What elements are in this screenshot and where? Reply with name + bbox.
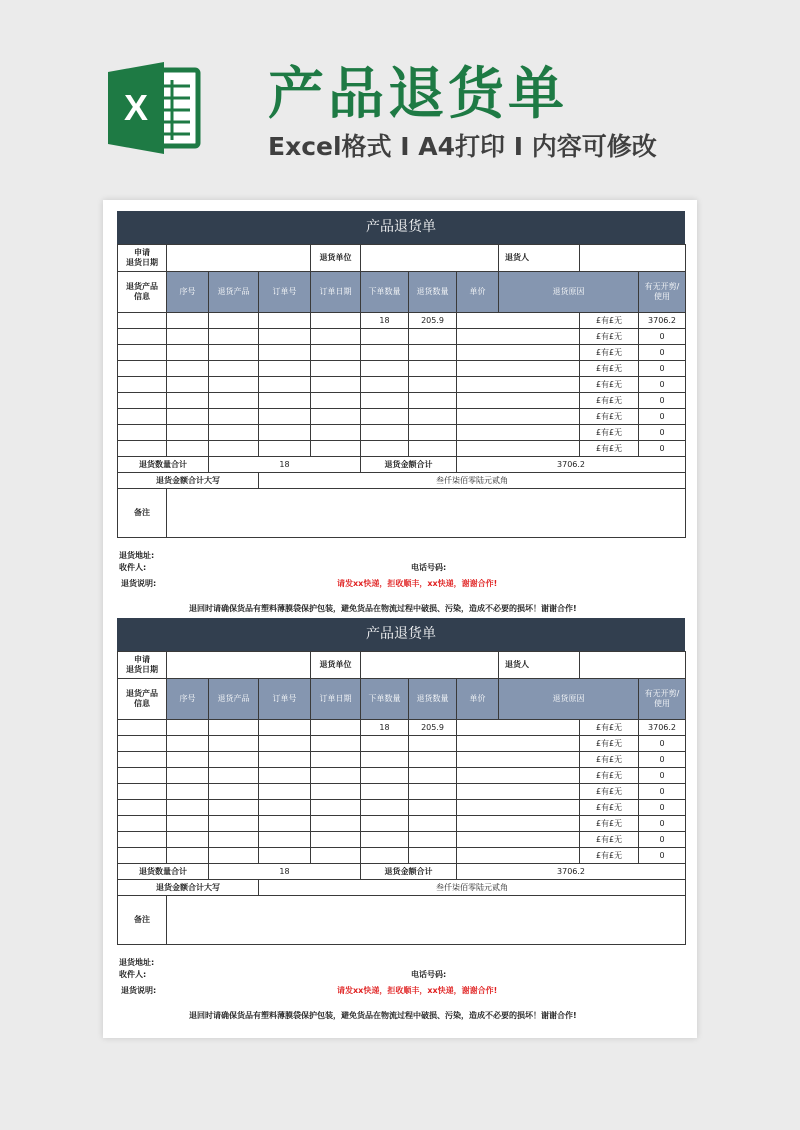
table-cell[interactable] (409, 784, 457, 800)
phone-label: 电话号码: (411, 970, 447, 979)
table-cell[interactable] (209, 345, 259, 361)
table-cell[interactable]: 0 (639, 441, 686, 457)
column-header: 单价 (457, 679, 499, 720)
packaging-note: 退回时请确保货品有塑料薄膜袋保护包装，避免货品在物流过程中破损、污染，造成不必要的损坏！谢谢合作! (189, 1011, 577, 1020)
table-cell[interactable] (409, 329, 457, 345)
qty-total-label: 退货数量合计 (118, 864, 209, 880)
amount-words-value: 叁仟柒佰零陆元贰角 (259, 473, 686, 489)
table-cell[interactable] (409, 345, 457, 361)
table-row (118, 816, 686, 832)
table-cell[interactable] (167, 736, 209, 752)
table-cell[interactable] (409, 816, 457, 832)
amount-words-label: 退货金额合计大写 (118, 473, 259, 489)
table-cell[interactable] (457, 441, 580, 457)
table-row (118, 752, 686, 768)
table-cell[interactable]: 0 (639, 409, 686, 425)
table-cell[interactable]: £有£无 (580, 313, 639, 329)
remark-field[interactable] (167, 489, 686, 538)
table-cell[interactable] (118, 768, 167, 784)
table-cell[interactable]: 0 (639, 752, 686, 768)
remark-label: 备注 (118, 489, 167, 538)
table-cell[interactable] (259, 313, 311, 329)
table-cell[interactable] (361, 393, 409, 409)
table-cell[interactable] (209, 393, 259, 409)
table-cell[interactable]: £有£无 (580, 800, 639, 816)
form-header: 产品退货单 (117, 618, 685, 651)
table-cell[interactable] (259, 736, 311, 752)
table-cell[interactable] (209, 832, 259, 848)
table-cell[interactable] (209, 313, 259, 329)
table-cell[interactable] (311, 409, 361, 425)
qty-total-value: 18 (209, 864, 361, 880)
table-row (118, 720, 686, 736)
table-cell[interactable] (409, 800, 457, 816)
table-cell[interactable] (118, 736, 167, 752)
table-cell[interactable]: 205.9 (409, 720, 457, 736)
table-cell[interactable] (311, 345, 361, 361)
table-row (118, 313, 686, 329)
receiver-label: 收件人: (119, 970, 147, 979)
table-row (118, 441, 686, 457)
table-cell[interactable] (311, 736, 361, 752)
table-cell[interactable] (311, 313, 361, 329)
column-header: 退货产品 (209, 679, 259, 720)
table-cell[interactable] (311, 425, 361, 441)
table-cell[interactable] (259, 720, 311, 736)
page-title: 产品退货单 (268, 62, 568, 127)
amount-total-label: 退货金额合计 (361, 864, 457, 880)
table-cell[interactable] (311, 393, 361, 409)
table-cell[interactable] (409, 736, 457, 752)
explain-note: 请发xx快递，拒收顺丰，xx快递，谢谢合作! (337, 579, 498, 588)
table-cell[interactable] (209, 752, 259, 768)
section-label: 退货产品 信息 (118, 272, 167, 313)
table-cell[interactable] (118, 313, 167, 329)
table-cell[interactable] (457, 361, 580, 377)
table-cell[interactable] (361, 800, 409, 816)
table-cell[interactable] (167, 393, 209, 409)
page-subtitle: Excel格式 I A4打印 I 内容可修改 (268, 132, 657, 161)
return-table (117, 651, 686, 945)
table-cell[interactable]: £有£无 (580, 736, 639, 752)
excel-logo-icon (104, 58, 204, 158)
table-cell[interactable] (259, 816, 311, 832)
remark-label: 备注 (118, 896, 167, 945)
table-row (118, 736, 686, 752)
table-cell[interactable]: £有£无 (580, 393, 639, 409)
table-cell[interactable]: 18 (361, 720, 409, 736)
table-cell[interactable] (209, 784, 259, 800)
table-row (118, 409, 686, 425)
table-cell[interactable]: £有£无 (580, 816, 639, 832)
column-header: 订单号 (259, 679, 311, 720)
qty-total-value: 18 (209, 457, 361, 473)
apply-date-label: 申请 退货日期 (118, 245, 167, 272)
table-cell[interactable] (409, 393, 457, 409)
table-cell[interactable]: 0 (639, 345, 686, 361)
table-cell[interactable] (259, 425, 311, 441)
table-cell[interactable]: £有£无 (580, 377, 639, 393)
table-cell[interactable] (457, 832, 580, 848)
table-cell[interactable] (457, 377, 580, 393)
table-cell[interactable] (259, 377, 311, 393)
table-row (118, 425, 686, 441)
amount-words-label: 退货金额合计大写 (118, 880, 259, 896)
table-cell[interactable] (118, 816, 167, 832)
table-cell[interactable] (409, 441, 457, 457)
table-cell[interactable] (457, 409, 580, 425)
table-cell[interactable]: £有£无 (580, 329, 639, 345)
table-cell[interactable] (118, 832, 167, 848)
table-cell[interactable]: £有£无 (580, 848, 639, 864)
column-header: 有无开剪/ 使用 (639, 679, 686, 720)
table-cell[interactable] (311, 441, 361, 457)
column-header: 序号 (167, 679, 209, 720)
banner (0, 0, 800, 190)
table-cell[interactable] (167, 345, 209, 361)
section-label: 退货产品 信息 (118, 679, 167, 720)
apply-date-field[interactable] (167, 652, 311, 679)
table-cell[interactable] (361, 329, 409, 345)
table-cell[interactable]: 0 (639, 361, 686, 377)
table-cell[interactable] (118, 848, 167, 864)
table-cell[interactable]: 0 (639, 393, 686, 409)
amount-total-value: 3706.2 (457, 864, 686, 880)
explain-label: 退货说明: (121, 986, 157, 995)
table-cell[interactable] (311, 848, 361, 864)
table-cell[interactable] (118, 377, 167, 393)
table-cell[interactable] (457, 393, 580, 409)
table-cell[interactable] (259, 441, 311, 457)
table-cell[interactable] (167, 752, 209, 768)
table-cell[interactable] (409, 752, 457, 768)
explain-label: 退货说明: (121, 579, 157, 588)
person-label: 退货人 (499, 245, 580, 272)
table-cell[interactable] (361, 848, 409, 864)
table-cell[interactable]: £有£无 (580, 425, 639, 441)
table-cell[interactable] (209, 848, 259, 864)
column-header: 订单日期 (311, 272, 361, 313)
table-cell[interactable]: £有£无 (580, 832, 639, 848)
table-cell[interactable] (259, 832, 311, 848)
table-cell[interactable] (118, 425, 167, 441)
table-cell[interactable]: £有£无 (580, 768, 639, 784)
table-cell[interactable] (118, 441, 167, 457)
form-header: 产品退货单 (117, 211, 685, 244)
table-row (118, 393, 686, 409)
table-cell[interactable]: 3706.2 (639, 313, 686, 329)
table-row (118, 848, 686, 864)
form-footer (117, 538, 685, 620)
table-cell[interactable]: 0 (639, 736, 686, 752)
table-row (118, 832, 686, 848)
table-row (118, 361, 686, 377)
table-cell[interactable]: 205.9 (409, 313, 457, 329)
table-cell[interactable] (409, 361, 457, 377)
unit-label: 退货单位 (311, 652, 361, 679)
apply-date-label: 申请 退货日期 (118, 652, 167, 679)
table-cell[interactable]: £有£无 (580, 409, 639, 425)
table-cell[interactable] (311, 329, 361, 345)
table-cell[interactable] (167, 848, 209, 864)
table-cell[interactable] (457, 800, 580, 816)
table-cell[interactable] (259, 768, 311, 784)
amount-total-label: 退货金额合计 (361, 457, 457, 473)
table-cell[interactable] (457, 784, 580, 800)
table-cell[interactable] (118, 329, 167, 345)
table-cell[interactable]: 0 (639, 425, 686, 441)
table-cell[interactable] (457, 816, 580, 832)
table-cell[interactable] (259, 752, 311, 768)
table-cell[interactable] (457, 768, 580, 784)
receiver-label: 收件人: (119, 563, 147, 572)
table-cell[interactable] (361, 361, 409, 377)
amount-total-value: 3706.2 (457, 457, 686, 473)
table-cell[interactable]: 18 (361, 313, 409, 329)
unit-field[interactable] (361, 245, 499, 272)
address-label: 退货地址: (119, 551, 155, 560)
table-cell[interactable] (259, 361, 311, 377)
table-cell[interactable] (361, 377, 409, 393)
column-header: 有无开剪/ 使用 (639, 272, 686, 313)
table-cell[interactable] (259, 329, 311, 345)
table-cell[interactable]: 0 (639, 800, 686, 816)
person-field[interactable] (580, 245, 686, 272)
table-cell[interactable]: £有£无 (580, 784, 639, 800)
table-cell[interactable] (167, 329, 209, 345)
table-cell[interactable]: £有£无 (580, 345, 639, 361)
table-cell[interactable] (311, 752, 361, 768)
return-form (117, 211, 685, 620)
table-cell[interactable] (259, 848, 311, 864)
column-header: 订单日期 (311, 679, 361, 720)
table-cell[interactable] (311, 768, 361, 784)
table-row (118, 768, 686, 784)
table-cell[interactable] (361, 816, 409, 832)
table-cell[interactable] (259, 409, 311, 425)
person-field[interactable] (580, 652, 686, 679)
amount-words-value: 叁仟柒佰零陆元贰角 (259, 880, 686, 896)
table-cell[interactable]: £有£无 (580, 720, 639, 736)
table-cell[interactable] (167, 784, 209, 800)
column-header: 订单号 (259, 272, 311, 313)
unit-field[interactable] (361, 652, 499, 679)
document-paper (103, 200, 697, 1038)
table-cell[interactable] (457, 313, 580, 329)
explain-note: 请发xx快递，拒收顺丰，xx快递，谢谢合作! (337, 986, 498, 995)
table-cell[interactable] (209, 800, 259, 816)
table-cell[interactable] (118, 800, 167, 816)
table-cell[interactable] (409, 425, 457, 441)
table-row (118, 345, 686, 361)
table-cell[interactable] (311, 816, 361, 832)
table-cell[interactable] (118, 361, 167, 377)
table-cell[interactable] (311, 377, 361, 393)
table-cell[interactable] (209, 720, 259, 736)
table-cell[interactable] (167, 800, 209, 816)
table-cell[interactable] (361, 345, 409, 361)
table-cell[interactable] (209, 361, 259, 377)
table-cell[interactable] (311, 784, 361, 800)
table-cell[interactable] (118, 393, 167, 409)
table-cell[interactable] (209, 736, 259, 752)
table-cell[interactable] (118, 784, 167, 800)
column-header: 退货数量 (409, 679, 457, 720)
table-cell[interactable] (457, 752, 580, 768)
table-cell[interactable] (259, 784, 311, 800)
table-cell[interactable] (409, 848, 457, 864)
table-cell[interactable] (361, 768, 409, 784)
table-cell[interactable] (209, 329, 259, 345)
table-cell[interactable] (167, 313, 209, 329)
column-header: 单价 (457, 272, 499, 313)
column-header: 退货数量 (409, 272, 457, 313)
table-row (118, 377, 686, 393)
table-cell[interactable] (259, 393, 311, 409)
apply-date-field[interactable] (167, 245, 311, 272)
table-cell[interactable] (457, 848, 580, 864)
table-cell[interactable] (118, 752, 167, 768)
table-cell[interactable]: 0 (639, 377, 686, 393)
table-cell[interactable]: 3706.2 (639, 720, 686, 736)
table-cell[interactable] (118, 345, 167, 361)
form-footer (117, 945, 685, 1027)
qty-total-label: 退货数量合计 (118, 457, 209, 473)
table-row (118, 329, 686, 345)
table-cell[interactable] (118, 409, 167, 425)
column-header: 退货原因 (499, 679, 639, 720)
address-label: 退货地址: (119, 958, 155, 967)
table-cell[interactable]: £有£无 (580, 361, 639, 377)
column-header: 下单数量 (361, 272, 409, 313)
column-header: 退货原因 (499, 272, 639, 313)
table-cell[interactable] (167, 361, 209, 377)
table-row (118, 800, 686, 816)
table-cell[interactable]: 0 (639, 832, 686, 848)
column-header: 序号 (167, 272, 209, 313)
table-cell[interactable] (311, 361, 361, 377)
table-cell[interactable]: 0 (639, 329, 686, 345)
table-cell[interactable] (361, 832, 409, 848)
table-cell[interactable] (409, 409, 457, 425)
table-cell[interactable] (259, 345, 311, 361)
table-cell[interactable] (409, 832, 457, 848)
table-cell[interactable] (361, 752, 409, 768)
table-cell[interactable] (457, 425, 580, 441)
table-cell[interactable]: £有£无 (580, 441, 639, 457)
table-cell[interactable] (209, 377, 259, 393)
remark-field[interactable] (167, 896, 686, 945)
table-cell[interactable] (311, 800, 361, 816)
table-cell[interactable] (209, 816, 259, 832)
table-cell[interactable]: 0 (639, 816, 686, 832)
table-cell[interactable] (167, 425, 209, 441)
table-cell[interactable] (167, 409, 209, 425)
table-cell[interactable] (361, 736, 409, 752)
table-cell[interactable] (457, 720, 580, 736)
table-cell[interactable] (118, 720, 167, 736)
table-cell[interactable] (167, 377, 209, 393)
table-cell[interactable] (209, 409, 259, 425)
person-label: 退货人 (499, 652, 580, 679)
return-table (117, 244, 686, 538)
table-cell[interactable] (311, 832, 361, 848)
packaging-note: 退回时请确保货品有塑料薄膜袋保护包装，避免货品在物流过程中破损、污染，造成不必要的损坏！谢谢合作! (189, 604, 577, 613)
table-cell[interactable] (167, 441, 209, 457)
table-cell[interactable] (311, 720, 361, 736)
column-header: 下单数量 (361, 679, 409, 720)
table-cell[interactable] (209, 441, 259, 457)
table-cell[interactable]: £有£无 (580, 752, 639, 768)
table-cell[interactable] (361, 409, 409, 425)
table-cell[interactable]: 0 (639, 768, 686, 784)
table-cell[interactable] (209, 425, 259, 441)
table-cell[interactable] (209, 768, 259, 784)
table-cell[interactable] (167, 720, 209, 736)
unit-label: 退货单位 (311, 245, 361, 272)
column-header: 退货产品 (209, 272, 259, 313)
table-cell[interactable] (409, 768, 457, 784)
return-form (117, 618, 685, 1027)
svg-text:X: X (123, 87, 149, 128)
table-cell[interactable] (167, 816, 209, 832)
table-cell[interactable] (167, 832, 209, 848)
table-cell[interactable] (167, 768, 209, 784)
table-cell[interactable] (361, 441, 409, 457)
phone-label: 电话号码: (411, 563, 447, 572)
table-cell[interactable] (457, 736, 580, 752)
table-cell[interactable]: 0 (639, 784, 686, 800)
table-cell[interactable] (457, 345, 580, 361)
table-cell[interactable] (361, 784, 409, 800)
table-cell[interactable] (457, 329, 580, 345)
table-cell[interactable] (409, 377, 457, 393)
table-cell[interactable]: 0 (639, 848, 686, 864)
table-cell[interactable] (259, 800, 311, 816)
table-cell[interactable] (361, 425, 409, 441)
table-row (118, 784, 686, 800)
